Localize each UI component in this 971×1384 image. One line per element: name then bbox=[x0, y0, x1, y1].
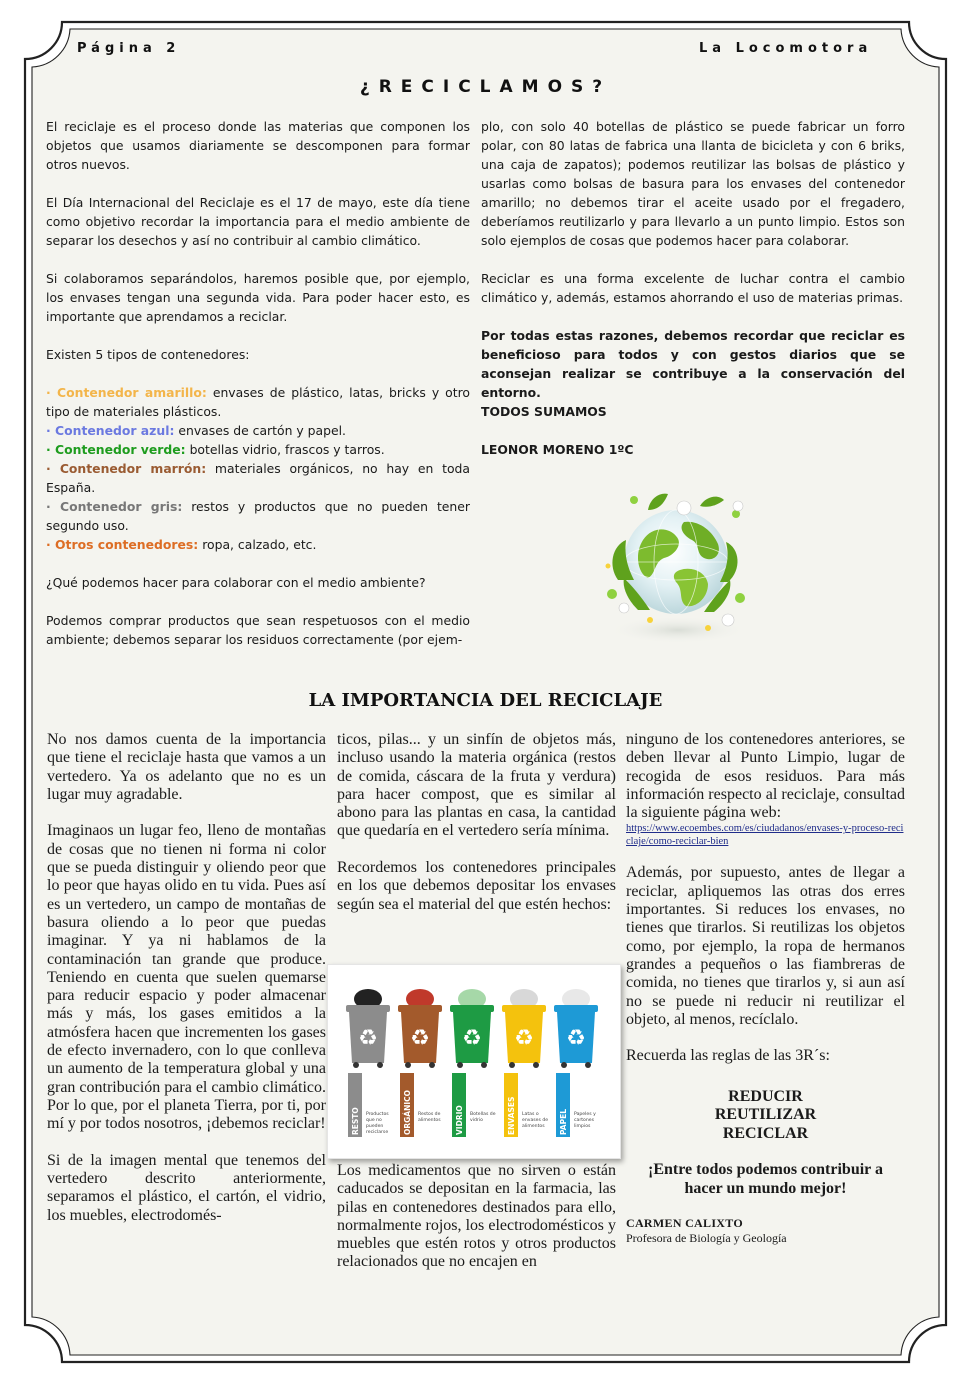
page-number: Página 2 bbox=[77, 41, 181, 56]
paragraph: ninguno de los contenedores anteriores, se deben llevar al Punto Limpio, lugar de recogida de esos residuos. Para más información respecto al reciclaje, consultad la siguiente página web: bbox=[626, 731, 905, 822]
paragraph: El Día Internacional del Reciclaje es el 17 de mayo, este día tiene como objetivo recordar la importancia para el medio ambiente de separar los desechos y así no contribuir al cambio climático. bbox=[46, 195, 470, 248]
article2-column-2-bottom bbox=[337, 1162, 616, 1290]
rule-reuse: REUTILIZAR bbox=[714, 1106, 817, 1124]
container-item-blue: · Contenedor azul: envases de cartón y papel. bbox=[46, 423, 346, 438]
ecoembes-link[interactable]: https://www.ecoembes.com/es/ciudadanos/envases-y-proceso-reciclaje/como-reciclar-bien bbox=[626, 823, 904, 848]
article2-author-role: Profesora de Biología y Geología bbox=[626, 1231, 787, 1246]
bin-3 bbox=[450, 989, 496, 1137]
paragraph: Los medicamentos que no sirven o están caducados se depositan en la farmacia, las pilas en contenedores destinados para ello, normalmente rojos, los electrodomésticos y muebles que estén rotos y otros productos relacionados que no encajen en bbox=[337, 1162, 616, 1271]
paragraph: Si de la imagen mental que tenemos del vertedero descrito anteriormente, separamos el plástico, el cartón, el vidrio, los muebles, electrodomés- bbox=[47, 1151, 326, 1224]
bin-1 bbox=[346, 989, 390, 1137]
container-item-others: · Otros contenedores: ropa, calzado, etc. bbox=[46, 537, 317, 552]
container-item-green: · Contenedor verde: botellas vidrio, frascos y tarros. bbox=[46, 442, 385, 457]
bin-label: ENVASES bbox=[507, 1096, 516, 1135]
bin-description: Papeles y cartones limpios bbox=[574, 1112, 596, 1129]
article1-right-column bbox=[481, 117, 905, 478]
paragraph: Existen 5 tipos de contenedores: bbox=[46, 347, 250, 362]
recycling-bins-graphic bbox=[328, 965, 620, 1158]
article1-title: ¿RECICLAMOS? bbox=[359, 77, 612, 97]
recycling-bins-infographic bbox=[327, 964, 621, 1159]
bin-label: PAPEL bbox=[559, 1108, 568, 1135]
paragraph-part2: plo, con solo 40 botellas de plástico se puede fabricar un forro polar, con 80 latas de fabrica una llanta de bicicleta y con 6 briks, una caja de zapatos); podemos reutilizar las bolsas de plástico y usarlas como bolsas de basura para los envases del contenedor amarillo; no debemos tirar el aceite usado por el fregadero, deberíamos reutilizarlo y para llevarlo a un punto limpio. Estos son solo ejemplos de cosas que podemos hacer para colaborar. bbox=[481, 119, 905, 248]
recycle-icon: ♻ bbox=[514, 1026, 534, 1051]
paragraph: No nos damos cuenta de la importancia que tiene el reciclaje hasta que vamos a un vertedero. Ya os adelanto que no es un lugar muy agradable. bbox=[47, 731, 326, 803]
recycle-icon: ♻ bbox=[358, 1026, 378, 1051]
bin-description: Restos de alimentos bbox=[418, 1112, 441, 1123]
bin-description: Productos que no pueden reciclarse bbox=[366, 1112, 389, 1135]
article2-column-3 bbox=[626, 731, 905, 1246]
article2-title: LA IMPORTANCIA DEL RECICLAJE bbox=[308, 690, 663, 711]
container-item-grey: · Contenedor gris: restos y productos que no pueden tener segundo uso. bbox=[46, 499, 470, 533]
recycle-icon: ♻ bbox=[462, 1026, 482, 1051]
green-earth-illustration bbox=[588, 470, 764, 648]
bin-description: Botellas de vidrio bbox=[470, 1112, 496, 1123]
slogan: TODOS SUMAMOS bbox=[481, 404, 607, 419]
paragraph: El reciclaje es el proceso donde las materias que componen los objetos que usamos diariamente se descomponen para formar otros nuevos. bbox=[46, 119, 470, 172]
paragraph: Si colaboramos separándolos, haremos posible que, por ejemplo, los envases tengan una segunda vida. Para poder hacer esto, es importante que aprendamos a reciclar. bbox=[46, 271, 470, 324]
recycle-icon: ♻ bbox=[566, 1026, 586, 1051]
question: ¿Qué podemos hacer para colaborar con el medio ambiente? bbox=[46, 575, 426, 590]
container-item-yellow: · Contenedor amarillo: envases de plástico, latas, bricks y otro tipo de materiales plásticos. bbox=[46, 385, 470, 419]
rule-reduce: REDUCIR bbox=[728, 1088, 803, 1106]
newspaper-name: La Locomotora bbox=[699, 41, 873, 56]
paragraph: Imaginaos un lugar feo, lleno de montañas de cosas que no tienen ni forma ni color que se pueda distinguir y oliendo peor que lo peor que hayas olido en tu vida. Pues así es un vertedero, un campo de montañas de basura oliendo a lo peor que puedas imaginar. Y ya ni hablamos de la contaminación tan grande que produce. Teniendo en cuenta que suelen quemarse para reducir espacio y poder almacenar más y más, los gases emitidos a la atmósfera hacen que incrementen los gases de efecto invernadero, con lo que conlleva un aumento de la temperatura global y una gran contribución para el cambio climático. Por lo que, por el planeta Tierra, por ti, por mí y por todos nosotros, ¡debemos reciclar! bbox=[47, 822, 326, 1133]
article2-author: CARMEN CALIXTO bbox=[626, 1216, 743, 1231]
paragraph: Recuerda las reglas de las 3R´s: bbox=[626, 1047, 830, 1065]
container-item-brown: · Contenedor marrón: materiales orgánicos, no hay en toda España. bbox=[46, 461, 470, 495]
bin-2 bbox=[398, 989, 442, 1137]
recycle-icon: ♻ bbox=[410, 1026, 430, 1051]
article2-column-1 bbox=[47, 731, 326, 1243]
bin-5 bbox=[554, 989, 598, 1137]
closing-message: ¡Entre todos podemos contribuir a hacer un mundo mejor! bbox=[648, 1161, 883, 1197]
bin-label: RESTO bbox=[351, 1107, 360, 1135]
conclusion: Por todas estas razones, debemos recordar que reciclar es beneficioso para todos y con gestos diarios que se aconsejan realizar se contribuye a la conservación del entorno. bbox=[481, 328, 905, 400]
rules-3r bbox=[626, 1084, 905, 1143]
rule-recycle: RECICLAR bbox=[722, 1124, 809, 1142]
paragraph: Recordemos los contenedores principales en los que debemos depositar los envases según sea el material del que estén hechos: bbox=[337, 859, 616, 913]
article1-left-column bbox=[46, 117, 470, 649]
bin-description: Latas o envases de alimentos bbox=[522, 1112, 549, 1129]
paragraph-part1: Podemos comprar productos que sean respetuosos con el medio ambiente; debemos separar los residuos correctamente (por ejem- bbox=[46, 613, 470, 647]
article2-column-2 bbox=[337, 731, 616, 932]
paragraph: Además, por supuesto, antes de llegar a reciclar, apliquemos las otras dos erres importantes. Si reduces los envases, no tienes que tirarlos. Si reutilizas los objetos como, por ejemplo, la ropa de hermanos grandes a pequeños o las fiambreras de comida, no tienes que tirarlos y, si aun así no se puede ni reducir ni reutilizar el objeto, al menos, recíclalo. bbox=[626, 864, 905, 1028]
paragraph: Reciclar es una forma excelente de luchar contra el cambio climático y, además, estamos ahorrando el uso de materias primas. bbox=[481, 271, 905, 305]
bin-label: ORGÁNICO bbox=[403, 1089, 412, 1135]
bin-4 bbox=[502, 989, 548, 1137]
paragraph: ticos, pilas... y un sinfín de objetos más, incluso usando la materia orgánica (restos de comida, cáscara de la fruta y verdura) para hacer compost, que es similar al abono para las plantas en casa, la cantidad que quedaría en el vertedero sería mínima. bbox=[337, 731, 616, 840]
bin-label: VIDRIO bbox=[455, 1105, 464, 1135]
article1-author: LEONOR MORENO 1ºC bbox=[481, 442, 634, 457]
